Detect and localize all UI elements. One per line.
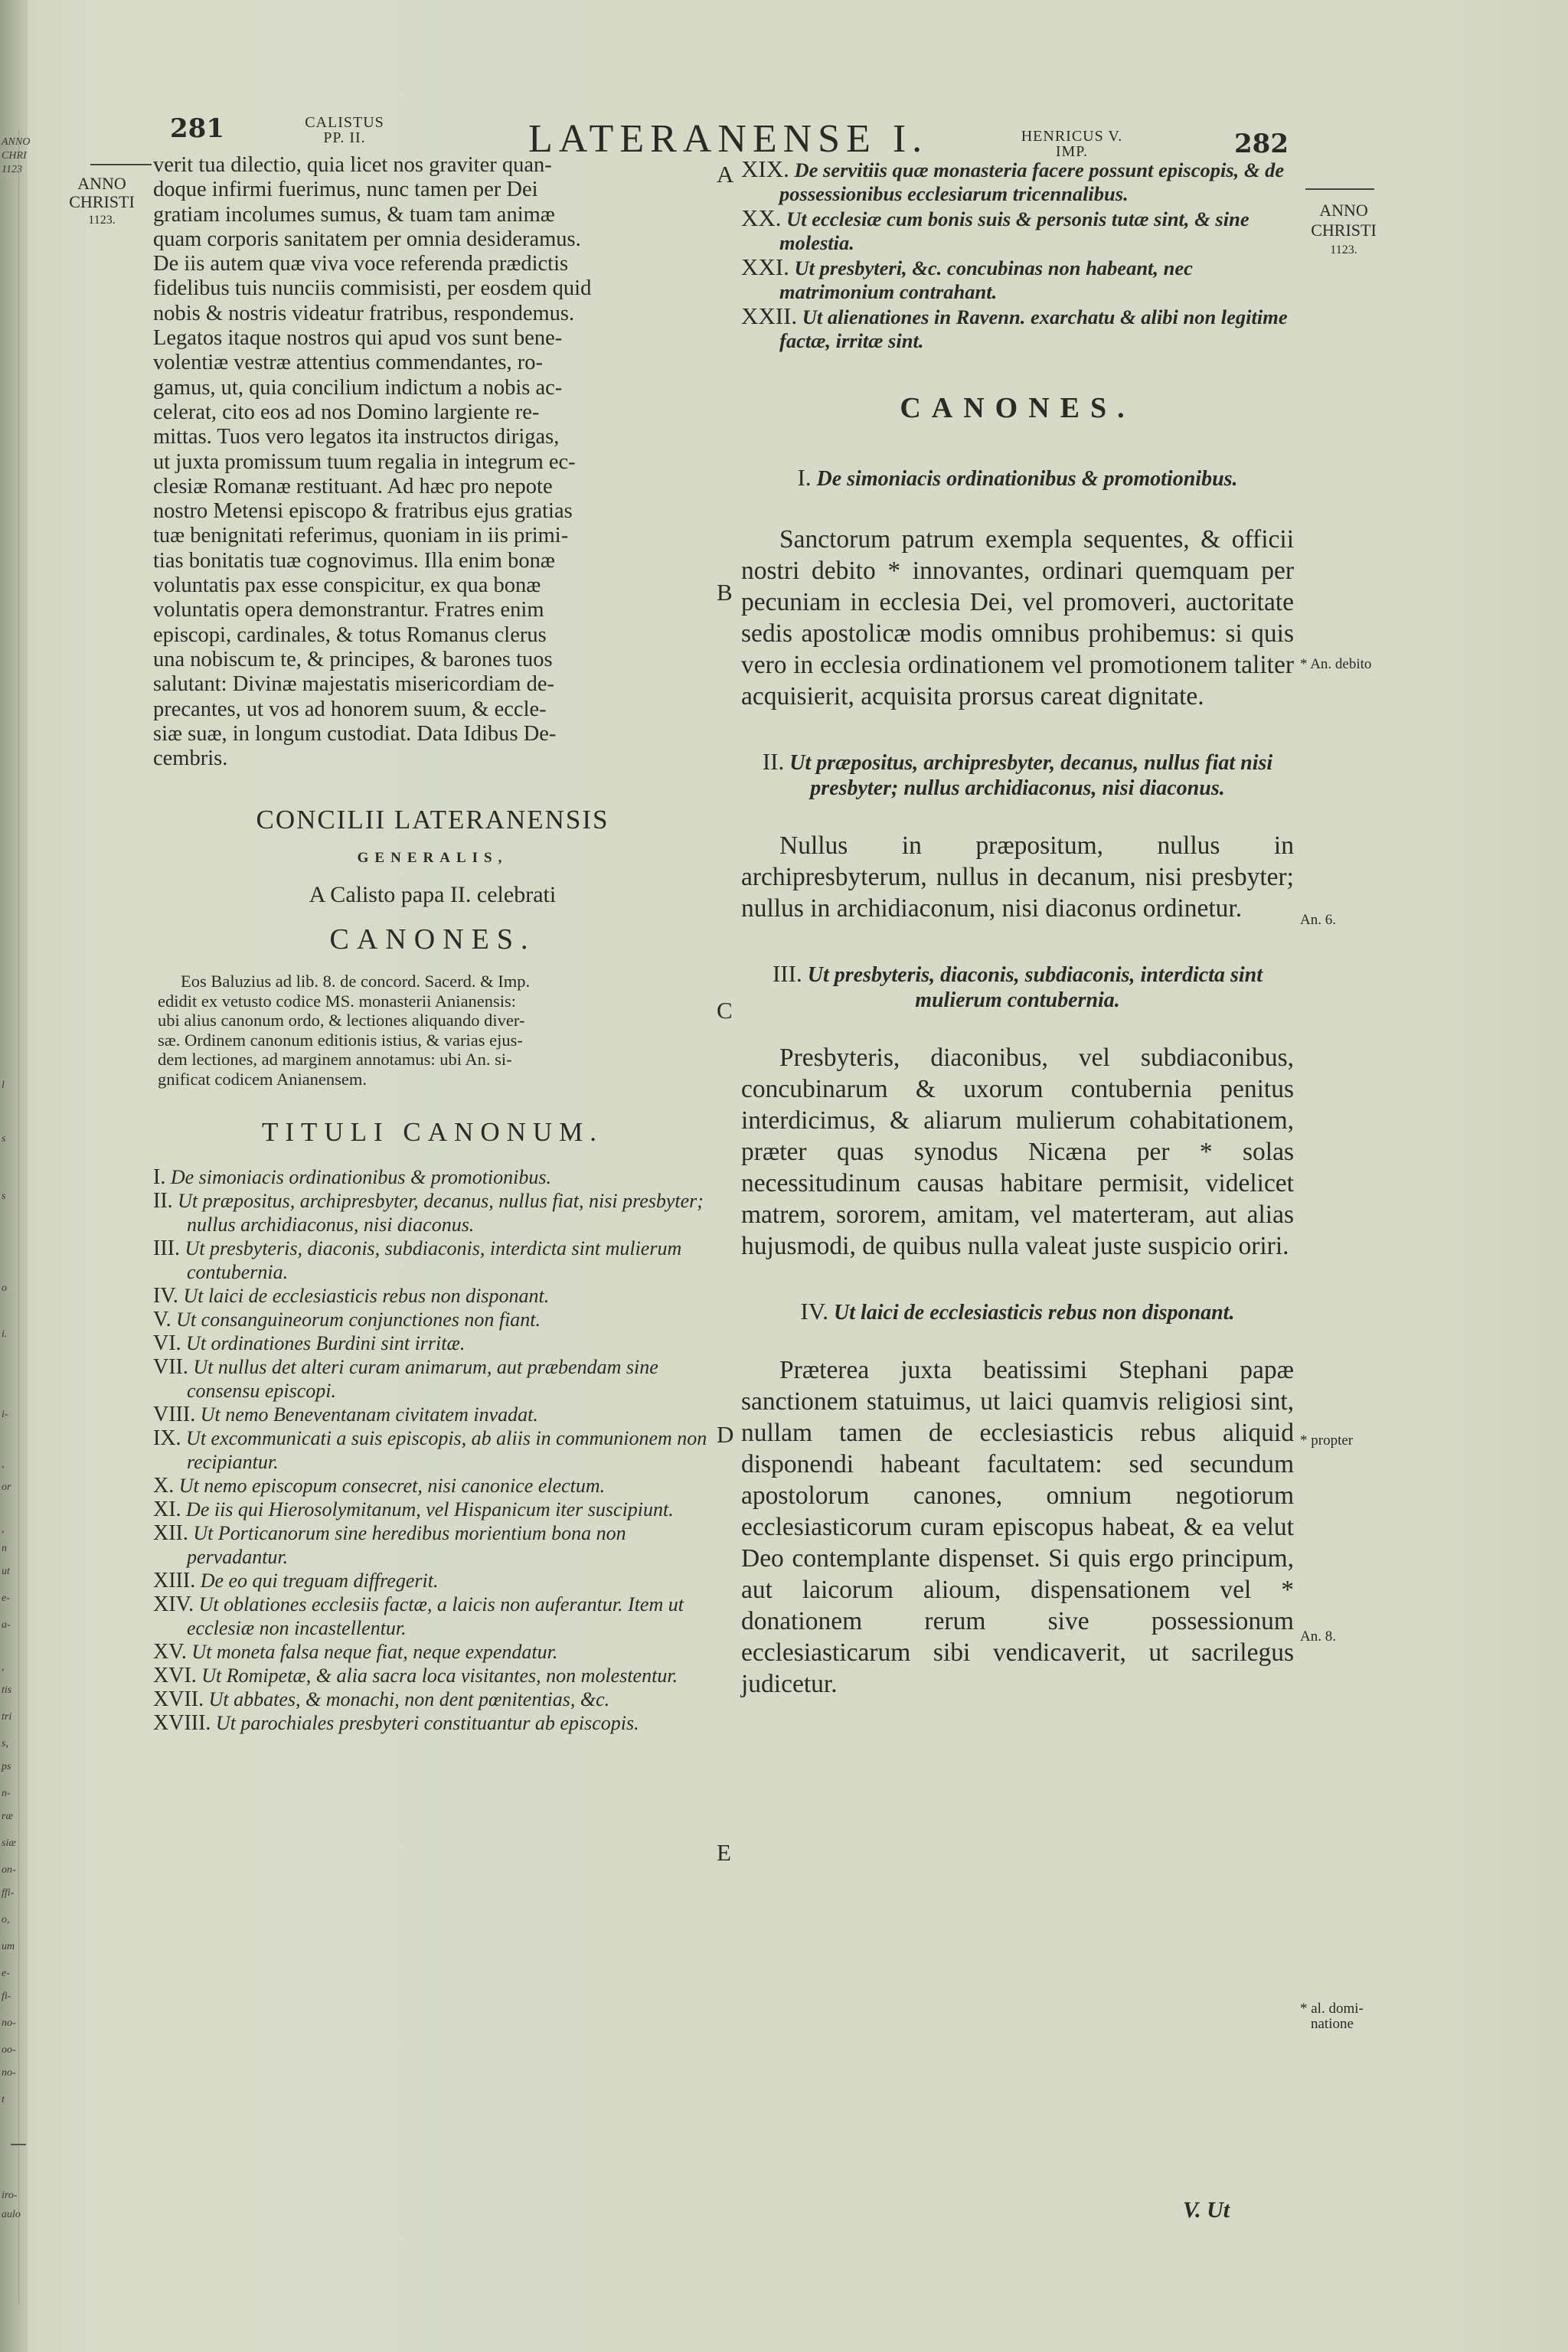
titulus-item (741, 304, 1294, 353)
titulus-text: Ut præpositus, archipresbyter, decanus, nullus fiat, nisi presbyter; nullus archidiaconus, nisi diaconus. (178, 1190, 704, 1236)
text-line: tias bonitatis tuæ cognovimus. Illa enim bonæ (153, 548, 555, 573)
titulus-text: Ut alienationes in Ravenn. exarchatu & alibi non legitime factæ, irritæ sint. (779, 305, 1288, 352)
titulus-number: IV. (153, 1284, 178, 1308)
titulus-item (153, 1308, 712, 1331)
text-line: Legatos itaque nostros qui apud vos sunt bene- (153, 326, 563, 351)
text-line: quam corporis sanitatem per omnia desideramus. (153, 227, 581, 251)
running-head-line: HENRICUS V. (1021, 128, 1123, 145)
margin-note-variant: * An. debito (1300, 656, 1372, 672)
titulus-number: IX. (153, 1426, 181, 1451)
canon-3 (741, 961, 1294, 1262)
titulus-text: De simoniacis ordinationibus & promotionibus. (170, 1166, 551, 1189)
running-head-line: IMP. (1055, 143, 1089, 160)
note-line: gnificat codicem Anianensem. (158, 1069, 368, 1089)
column-letter-a: A (717, 161, 734, 188)
canon-number: III. (772, 960, 802, 987)
gutter-fragment: no- (2, 2067, 16, 2079)
titulus-number: VI. (153, 1331, 181, 1356)
gutter-fragment: aulo (2, 2209, 21, 2220)
canon-title (741, 465, 1294, 492)
gutter-fragment: l (2, 1080, 5, 1091)
gutter-fragment: s (2, 1133, 6, 1145)
canon-number: IV. (800, 1298, 828, 1325)
text-line: nobis & nostris videatur fratribus, respondemus. (153, 301, 575, 325)
titulus-number: XXI. (741, 253, 789, 280)
gutter-fragment: e- (2, 1592, 10, 1604)
gutter-fragment: , (2, 1459, 5, 1470)
titulus-text: Ut excommunicati a suis episcopis, ab aliis in communionem non recipiantur. (186, 1427, 707, 1474)
canon-title (741, 961, 1294, 1013)
gutter-fragment: a- (2, 1619, 11, 1631)
canones-subtitle: CANONES. (329, 923, 536, 956)
gutter-fragment: tri (2, 1711, 12, 1723)
column-letter-e: E (717, 1839, 731, 1866)
titulus-item (741, 157, 1294, 206)
margin-note-variant: An. 8. (1300, 1628, 1336, 1645)
text-line: gratiam incolumes sumus, & tuam tam animæ (153, 202, 555, 227)
text-line: cembris. (153, 746, 228, 771)
right-anno-christi (1302, 201, 1386, 260)
titulus-number: II. (153, 1189, 173, 1214)
text-line: episcopi, cardinales, & totus Romanus clerus (153, 622, 547, 647)
text-line: fidelibus tuis nunciis commisisti, per eosdem quid (153, 276, 592, 301)
margin-note-variant: * propter (1300, 1432, 1354, 1449)
column-letter-d: D (717, 1421, 734, 1448)
titulus-text: Ut Porticanorum sine heredibus morientium bona non pervadantur. (187, 1522, 626, 1569)
text-line: mittas. Tuos vero legatos ita instructos dirigas, (153, 425, 560, 449)
note-line: sæ. Ordinem canonum editionis istius, & varias ejus- (158, 1030, 523, 1050)
gutter-fragment: n- (2, 1788, 11, 1799)
anno-line: 1123. (88, 214, 116, 227)
column-letter-b: B (717, 579, 733, 606)
canon-number: II. (762, 748, 785, 775)
left-page-number: 281 (170, 113, 224, 144)
margin-note-variant: * al. domi- (1300, 2001, 1364, 2017)
titulus-text: Ut laici de ecclesiasticis rebus non disponant. (183, 1285, 550, 1308)
gutter-fragment: t (2, 2094, 5, 2105)
canon-body: Sanctorum patrum exempla sequentes, & officii nostri debito * innovantes, ordinari quemquam per pecuniam in ecclesia Dei, vel promoveri, auctoritate sedis apostolicæ modis omnibus prohibemus: si quis vero in ecclesia ordinationem vel promotionem taliter acquisierit, acquisita prorsus careat dignitate. (741, 525, 1294, 710)
gutter-fragment: ræ (2, 1811, 13, 1822)
titulus-number: XIX. (741, 155, 789, 182)
anno-line: 1123. (1330, 243, 1357, 256)
left-anno-christi (60, 175, 144, 230)
text-line: celerat, cito eos ad nos Domino largiente re- (153, 400, 540, 424)
gutter-fragment: iro- (2, 2190, 18, 2201)
anno-line: ANNO (77, 174, 126, 193)
gutter-fragment: siæ (2, 1838, 16, 1849)
titulus-item (153, 1355, 712, 1403)
titulus-item (153, 1498, 712, 1521)
titulus-item (153, 1236, 712, 1284)
titulus-item (153, 1664, 712, 1687)
titulus-text: Ut abbates, & monachi, non dent pœnitentias, &c. (208, 1688, 610, 1711)
gutter-fragment: CHRI (2, 150, 27, 162)
margin-rule (90, 164, 152, 165)
gutter-fragment: fi- (2, 1991, 11, 2002)
tituli-list (153, 1165, 712, 1735)
note-line: edidit ex vetusto codice MS. monasterii Anianensis: (158, 991, 517, 1011)
text-line: verit tua dilectio, quia licet nos graviter quan- (153, 153, 552, 177)
titulus-text: Ut presbyteri, &c. concubinas non habeant, nec matrimonium contrahant. (779, 256, 1193, 303)
gutter-fragment: o (2, 1282, 7, 1294)
note-line: dem lectiones, ad marginem annotamus: ubi An. si- (158, 1050, 512, 1070)
anno-line: CHRISTI (1311, 220, 1377, 240)
titulus-number: XI. (153, 1498, 181, 1522)
titulus-text: Ut ordinationes Burdini sint irritæ. (186, 1332, 466, 1355)
gutter-fragment: tis (2, 1684, 12, 1696)
titulus-number: VII. (153, 1355, 188, 1380)
running-head-line: CALISTUS (305, 114, 384, 131)
text-line: gamus, ut, quia concilium indictum a nobis ac- (153, 375, 563, 400)
titulus-text: Ut nullus det alteri curam animarum, aut præbendam sine consensu episcopi. (187, 1356, 658, 1403)
gutter-fragment: ps (2, 1761, 11, 1772)
titulus-text: Ut oblationes ecclesiis factæ, a laicis non auferantur. Item ut ecclesiæ non incastellentur. (187, 1593, 684, 1640)
canon-2 (741, 749, 1294, 924)
titulus-text: De eo qui treguam diffregerit. (200, 1570, 439, 1592)
canon-title-text: Ut presbyteris, diaconis, subdiaconis, interdicta sint mulierum contubernia. (807, 963, 1263, 1012)
text-line: clesiæ Romanæ restituant. Ad hæc pro nepote (153, 474, 553, 498)
canon-4 (741, 1298, 1294, 1700)
text-line: ut juxta promissum tuum regalia in integrum ec- (153, 449, 576, 474)
titulus-number: I. (153, 1165, 166, 1190)
text-line: una nobiscum te, & principes, & barones tuos (153, 647, 553, 671)
titulus-text: De servitiis quæ monasteria facere possunt episcopis, & de possessionibus ecclesiarum tricennalibus. (779, 158, 1285, 205)
titulus-text: Ut ecclesiæ cum bonis suis & personis tutæ sint, & sine molestia. (779, 207, 1250, 254)
gutter-fragment: um (2, 1941, 15, 1952)
titulus-number: XX. (741, 204, 782, 231)
gutter-fragment: s, (2, 1738, 8, 1749)
titulus-item (153, 1640, 712, 1664)
generalis-subtitle: GENERALIS, (357, 850, 508, 867)
titulus-number: XVIII. (153, 1711, 211, 1736)
titulus-number: XVI. (153, 1664, 197, 1688)
titulus-text: Ut presbyteris, diaconis, subdiaconis, interdicta sint mulierum contubernia. (185, 1237, 682, 1284)
gutter-rule (11, 2144, 26, 2145)
canones-heading: CANONES. (900, 392, 1135, 424)
gutter-fragment: or (2, 1481, 11, 1493)
canon-title (741, 749, 1294, 801)
titulus-item (153, 1284, 712, 1308)
catchword: V. Ut (1183, 2197, 1230, 2223)
canon-body: Præterea juxta beatissimi Stephani papæ sanctionem statuimus, ut laici quamvis religiosi sint, nullam tamen de ecclesiasticis rebus aliquid disponendi habeant facultatem: sed secundum apostolorum canones, omnium negotiorum ecclesiasticorum curam episcopus habeat, & ea velut Deo contemplante dispenset. Si quis ergo principum, aut laicorum alioum, dispensationem vel * donationem rerum sive possessionum ecclesiasticarum sibi vendicaverit, ut sacrilegus judicetur. (741, 1356, 1294, 1698)
titulus-item (153, 1569, 712, 1592)
gutter-fragment: e- (2, 1968, 10, 1979)
titulus-item (153, 1687, 712, 1711)
text-line: voluntatis pax esse conspicitur, ex qua bonæ (153, 573, 541, 598)
gutter-fragment: , (2, 1524, 5, 1535)
titulus-item (153, 1711, 712, 1735)
text-line: doque infirmi fuerimus, nunc tamen per Dei (153, 178, 538, 202)
titulus-number: XV. (153, 1640, 187, 1664)
anno-line: ANNO (1319, 201, 1368, 220)
margin-note-variant: An. 6. (1300, 912, 1336, 928)
note-line: ubi alius canonum ordo, & lectiones aliquando diver- (158, 1011, 525, 1031)
text-line: siæ suæ, in longum custodiat. Data Idibus De- (153, 721, 557, 746)
gutter-rule (18, 130, 19, 2305)
canon-1 (741, 465, 1294, 712)
left-column (153, 153, 712, 1735)
note-line: Eos Baluzius ad lib. 8. de concord. Sacerd. & Imp. (181, 972, 531, 991)
text-line: De iis autem quæ viva voce referenda prædictis (153, 252, 569, 276)
titulus-text: Ut moneta falsa neque fiat, neque expendatur. (191, 1641, 558, 1664)
celebrati-line: A Calisto papa II. celebrati (309, 882, 557, 908)
titulus-text: Ut consanguineorum conjunctiones non fiant. (176, 1308, 541, 1331)
titulus-item (153, 1189, 712, 1236)
canon-title-text: Ut præpositus, archipresbyter, decanus, nullus fiat nisi presbyter; nullus archidiaconus, nisi diaconus. (789, 751, 1273, 800)
concilii-title: CONCILII LATERANENSIS (256, 805, 609, 835)
margin-note-variant: natione (1311, 2016, 1354, 2032)
gutter-fragment: on- (2, 1864, 16, 1876)
titulus-item (153, 1331, 712, 1355)
text-line: voluntatis opera demonstrantur. Fratres enim (153, 598, 544, 622)
titulus-item (741, 255, 1294, 304)
text-line: nostro Metensi episcopo & fratribus ejus gratias (153, 499, 573, 524)
text-line: tuæ benignitati referimus, quoniam in iis primi- (153, 524, 569, 548)
titulus-number: VIII. (153, 1403, 196, 1427)
letter-text (153, 153, 712, 771)
text-line: volentiæ vestræ attentius commendantes, ro- (153, 351, 543, 375)
gutter-fragment: ut (2, 1566, 10, 1577)
tituli-heading: TITULI CANONUM. (261, 1117, 604, 1148)
gutter-fragment: i. (2, 1328, 8, 1340)
gutter-fragment: s (2, 1191, 6, 1202)
right-column (741, 157, 1294, 1700)
titulus-text: Ut parochiales presbyteri constituantur ab episcopis. (215, 1712, 639, 1735)
gutter-fragment: n (2, 1543, 7, 1554)
titulus-number: XVII. (153, 1687, 204, 1712)
page-title: LATERANENSE I. (528, 117, 929, 161)
titulus-number: III. (153, 1236, 180, 1261)
anno-line: CHRISTI (69, 192, 135, 211)
titulus-number: XII. (153, 1521, 188, 1546)
gutter-fragment: no- (2, 2017, 16, 2029)
canon-body: Presbyteris, diaconibus, vel subdiaconibus, concubinarum & uxorum contubernia penitus interdicimus, & aliarum mulierum cohabitationem, præter quas synodus Nicæna per * solas necessitudinum causas habitare permisit, videlicet matrem, sororem, amitam, vel materteram, aut alias hujusmodi, de quibus nulla valeat juste suspicio oriri. (741, 1044, 1294, 1260)
canon-number: I. (797, 464, 812, 491)
margin-rule (1305, 188, 1374, 190)
titulus-number: XXII. (741, 302, 798, 329)
gutter-fragment: o, (2, 1914, 10, 1926)
titulus-item (153, 1426, 712, 1474)
titulus-item (153, 1521, 712, 1569)
titulus-number: XIV. (153, 1592, 194, 1617)
editorial-note (153, 972, 712, 1089)
titulus-item (153, 1474, 712, 1498)
gutter-fragment: , (2, 1661, 5, 1673)
canon-title-text: De simoniacis ordinationibus & promotionibus. (816, 467, 1238, 491)
gutter-fragment: i- (2, 1409, 8, 1420)
running-head-line: PP. II. (323, 129, 366, 146)
titulus-number: V. (153, 1308, 172, 1332)
titulus-item (153, 1403, 712, 1426)
canon-body: Nullus in præpositum, nullus in archipresbyterum, nullus in decanum, nisi presbyter; nullus in archidiaconum, nisi diaconus ordinetur. (741, 831, 1294, 923)
canon-title (741, 1298, 1294, 1325)
titulus-text: Ut Romipetæ, & alia sacra loca visitantes, non molestentur. (201, 1664, 678, 1687)
titulus-item (153, 1592, 712, 1640)
right-page-number: 282 (1234, 129, 1289, 159)
gutter-fragment: ffi- (2, 1887, 15, 1899)
gutter-fragment: 1123 (2, 164, 22, 175)
column-letter-c: C (717, 997, 733, 1024)
tituli-continued (741, 157, 1294, 353)
titulus-number: XIII. (153, 1569, 196, 1593)
titulus-item (153, 1165, 712, 1189)
titulus-item (741, 206, 1294, 255)
previous-page-gutter (0, 0, 31, 2352)
titulus-text: De iis qui Hierosolymitanum, vel Hispanicum iter suscipiunt. (186, 1498, 674, 1521)
canon-title-text: Ut laici de ecclesiasticis rebus non disponant. (834, 1301, 1235, 1325)
text-line: salutant: Divinæ majestatis misericordiam de- (153, 672, 554, 697)
titulus-number: X. (153, 1474, 175, 1498)
text-line: precantes, ut vos ad honorem suum, & eccle- (153, 697, 547, 721)
titulus-text: Ut nemo Beneventanam civitatem invadat. (200, 1403, 538, 1426)
gutter-fragment: oo- (2, 2044, 16, 2056)
gutter-fragment: ANNO (2, 136, 31, 148)
titulus-text: Ut nemo episcopum consecret, nisi canonice electum. (178, 1475, 606, 1498)
